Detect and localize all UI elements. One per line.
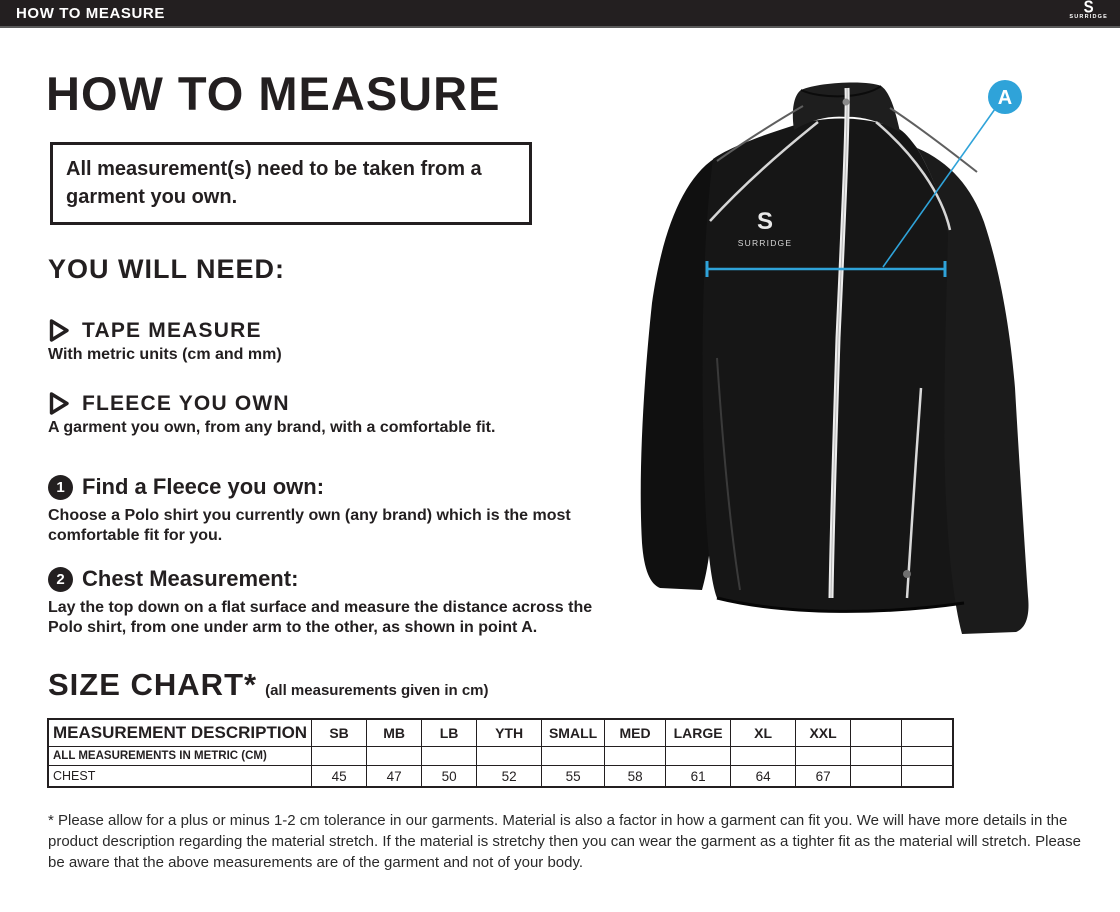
step-number-badge: 2: [48, 567, 73, 592]
fleece-jacket-illustration: [620, 58, 1120, 708]
surridge-logo: [1069, 1, 1108, 21]
surridge-s-icon: S: [1083, 0, 1094, 18]
table-row-metric-note: [48, 747, 953, 766]
table-cell: [477, 747, 542, 766]
row-label: CHEST: [48, 766, 312, 788]
table-cell: [851, 766, 902, 788]
table-cell: [666, 747, 731, 766]
step-number-badge: 1: [48, 475, 73, 500]
step-header: [48, 474, 596, 500]
column-header: LARGE: [666, 719, 731, 747]
need-item-fleece: [48, 391, 608, 437]
tolerance-footnote: * Please allow for a plus or minus 1-2 cm tolerance in our garments. Material is also a factor in how a garment can fit you. We will have more details in the product description regarding the material stretch. If the material is stretchy then you can wear the garment as a tighter fit as the material will stretch. Please be aware that the above measurements are of the garment and not of your body.: [48, 812, 1081, 871]
step-1: [48, 474, 596, 545]
fleece-jacket-figure: [620, 58, 1120, 708]
need-item-title: TAPE MEASURE: [82, 318, 262, 342]
table-cell: [422, 747, 477, 766]
you-will-need-heading: YOU WILL NEED:: [48, 254, 286, 284]
table-cell: [542, 747, 605, 766]
jacket-pocket-zip-pull: [903, 570, 911, 578]
step-2: [48, 566, 596, 637]
table-cell: 67: [796, 766, 851, 788]
table-cell: 58: [605, 766, 666, 788]
table-cell: 52: [477, 766, 542, 788]
column-header: SMALL: [542, 719, 605, 747]
size-chart-header-row: [48, 719, 953, 747]
table-cell: 61: [666, 766, 731, 788]
step-title: Chest Measurement:: [82, 566, 299, 591]
column-header: MED: [605, 719, 666, 747]
need-item-tape-measure: [48, 318, 608, 364]
column-header: MB: [367, 719, 422, 747]
table-cell: [902, 747, 954, 766]
step-title: Find a Fleece you own:: [82, 474, 325, 499]
jacket-chest-logo-text: SURRIDGE: [737, 238, 793, 248]
table-cell: 55: [542, 766, 605, 788]
table-cell: 47: [367, 766, 422, 788]
column-header: YTH: [477, 719, 542, 747]
table-cell: 64: [731, 766, 796, 788]
table-cell: [731, 747, 796, 766]
size-chart-table: [47, 718, 954, 788]
step-description: Lay the top down on a flat surface and measure the distance across the Polo shirt, from one under arm to the other, as shown in point A.: [48, 599, 593, 636]
jacket-zipper-pull: [843, 99, 850, 106]
size-chart-heading-row: [48, 667, 489, 703]
table-cell: [851, 747, 902, 766]
row-label: ALL MEASUREMENTS IN METRIC (CM): [48, 747, 312, 766]
size-chart-heading: SIZE CHART*: [48, 667, 258, 702]
table-cell: 45: [312, 766, 367, 788]
column-header: XL: [731, 719, 796, 747]
table-cell: [796, 747, 851, 766]
table-cell: [902, 766, 954, 788]
table-cell: 50: [422, 766, 477, 788]
size-chart-subheading: (all measurements given in cm): [265, 682, 489, 699]
page-title: HOW TO MEASURE: [46, 67, 501, 120]
column-header: XXL: [796, 719, 851, 747]
surridge-logo-text: SURRIDGE: [1069, 14, 1108, 20]
need-item-description: With metric units (cm and mm): [48, 346, 282, 363]
jacket-chest-logo-s: S: [756, 208, 774, 235]
table-cell: [367, 747, 422, 766]
need-item-title: FLEECE YOU OWN: [82, 391, 290, 415]
triangle-bullet-icon: [48, 391, 70, 416]
step-description: Choose a Polo shirt you currently own (any brand) which is the most comfortable fit for you.: [48, 507, 571, 544]
column-header: LB: [422, 719, 477, 747]
need-item-header: [48, 391, 608, 416]
table-cell: [605, 747, 666, 766]
top-bar-title: HOW TO MEASURE: [16, 4, 165, 22]
need-item-description: A garment you own, from any brand, with a comfortable fit.: [48, 419, 496, 436]
column-header: [851, 719, 902, 747]
measurement-notice: All measurement(s) need to be taken from a garment you own.: [50, 142, 532, 225]
column-header: SB: [312, 719, 367, 747]
need-item-header: [48, 318, 608, 343]
column-header: [902, 719, 954, 747]
triangle-bullet-icon: [48, 318, 70, 343]
point-a-label: A: [997, 87, 1013, 109]
top-bar: [0, 0, 1120, 28]
column-header: MEASUREMENT DESCRIPTION: [48, 719, 312, 747]
step-header: [48, 566, 596, 592]
table-row-chest: [48, 766, 953, 788]
table-cell: [312, 747, 367, 766]
